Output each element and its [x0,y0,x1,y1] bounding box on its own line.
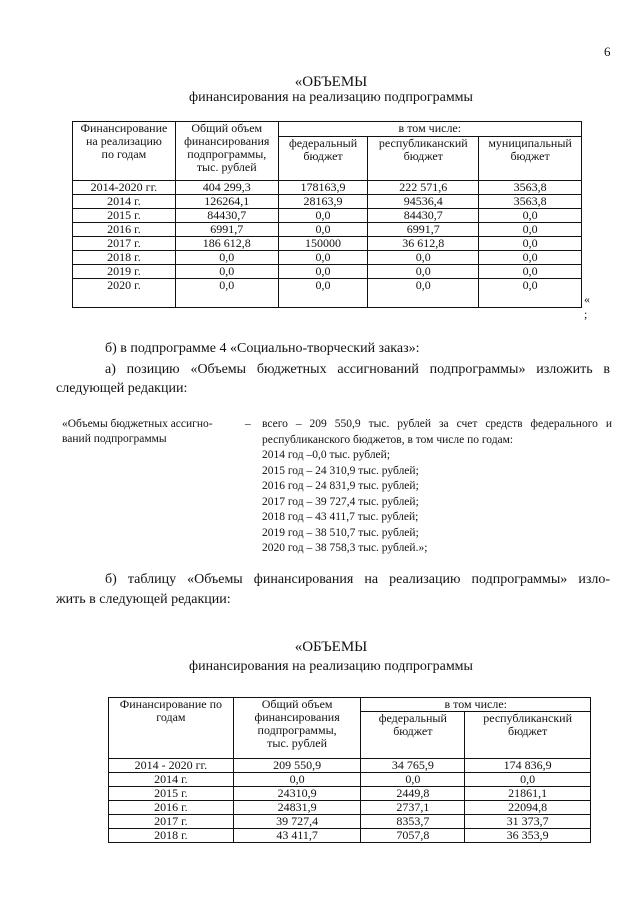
table-row: 2014 - 2020 гг. 209 550,9 34 765,9 174 836,9 [109,759,591,773]
budget-label-line1: «Объемы бюджетных ассигно- [62,418,213,430]
paragraph-subprogram-4: б) в подпрограмме 4 «Социально-творческий заказ»: [105,341,420,356]
table2-header-federal: федеральный бюджет [361,712,465,759]
table-row: 2018 г. 0,0 0,0 0,0 0,0 [73,251,582,265]
table2-header-total: Общий объем финансирования подпрограммы, тыс. рублей [233,698,361,759]
table2-title: «ОБЪЕМЫ [294,639,368,655]
table2-header-period: Финансирование по годам [109,698,234,759]
table1-title: «ОБЪЕМЫ [294,74,368,90]
table1-header-period: Финансирование на реализацию по годам [73,122,176,181]
table1-subtitle: финансирования на реализацию подпрограммы [189,90,473,105]
table-row: 2016 г. 6991,7 0,0 6991,7 0,0 [73,223,582,237]
budget-details: всего – 209 550,9 тыс. рублей за счет средств федерального и республиканского бюджетов, в том числе по годам: 2014 год –0,0 тыс. рублей; 2015 год – 24 310,9 тыс. рублей; 2016 год – 24 831,9 тыс. рублей; 2017 год – 39 727,4 тыс. рублей; 2018 год – 43 411,7 тыс. рублей; 2019 год – 38 510,7 тыс. рублей; 2020 год – 38 758,3 тыс. рублей.»; [262,418,612,554]
budget-dash: – [245,418,251,430]
paragraph-a-line1: а) позицию «Объемы бюджетных ассигнований подпрограммы» изложить в [105,362,610,377]
paragraph-b-line1: б) таблицу «Объемы финансирования на реализацию подпрограммы» изло- [105,572,610,587]
table-row: 2017 г. 186 612,8 150000 36 612,8 0,0 [73,237,582,251]
table2-subtitle: финансирования на реализацию подпрограммы [189,659,473,674]
table-row: 2020 г. 0,0 0,0 0,0 0,0 [73,279,582,308]
table-row: 2014 г. 126264,1 28163,9 94536,4 3563,8 [73,195,582,209]
table-row: 2019 г. 0,0 0,0 0,0 0,0 [73,265,582,279]
semicolon-mark: ; [584,307,588,321]
table-row: 2014 г. 0,0 0,0 0,0 [109,773,591,787]
table2 [108,697,591,843]
table-row: 2018 г. 43 411,7 7057,8 36 353,9 [109,829,591,843]
paragraph-a-line2: следующей редакции: [56,381,188,396]
table-row: 2015 г. 24310,9 2449,8 21861,1 [109,787,591,801]
table1-header-federal: федеральный бюджет [278,137,368,181]
table-row: 2016 г. 24831,9 2737,1 22094,8 [109,801,591,815]
table1 [72,121,582,308]
table-row: 2017 г. 39 727,4 8353,7 31 373,7 [109,815,591,829]
table-row: 2014-2020 гг. 404 299,3 178163,9 222 571,6 3563,8 [73,181,582,195]
page-number: 6 [604,44,611,59]
table1-header-total: Общий объем финансирования подпрограммы, тыс. рублей [175,122,278,181]
table-row: 2015 г. 84430,7 0,0 84430,7 0,0 [73,209,582,223]
table1-header-group: в том числе: [278,122,581,137]
table2-header-republican: республиканский бюджет [465,712,591,759]
closing-quote-mark: « [584,292,590,306]
budget-label-line2: ваний подпрограммы [62,433,167,445]
table1-header-republican: республиканский бюджет [368,137,479,181]
table2-header-group: в том числе: [361,698,591,712]
table1-header-municipal: муниципальный бюджет [479,137,582,181]
paragraph-b-line2: жить в следующей редакции: [56,592,231,607]
